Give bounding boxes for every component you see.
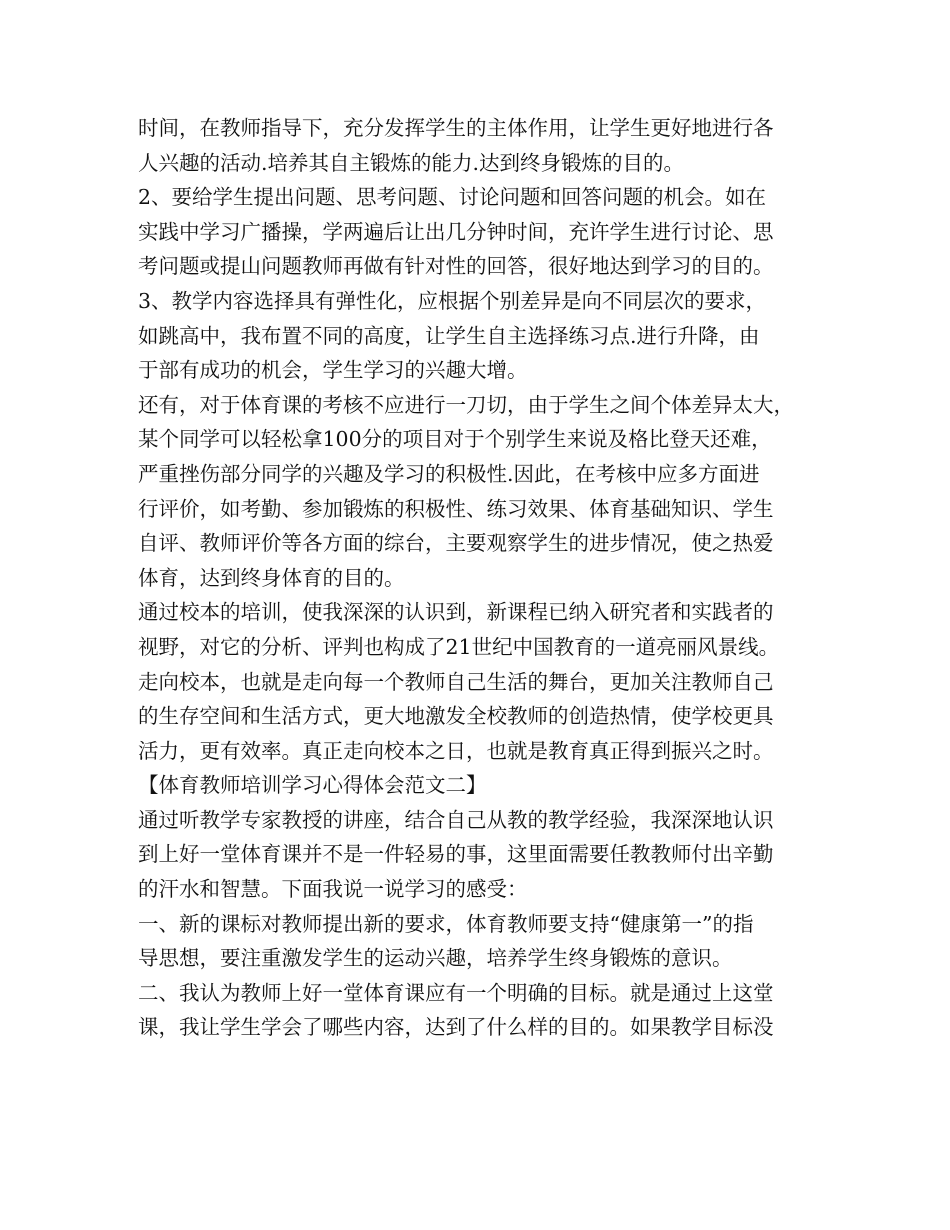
text-line: 二、我认为教师上好一堂体育课应有一个明确的目标。就是通过上这堂 xyxy=(138,980,774,1005)
text-line: 于部有成功的机会，学生学习的兴趣大增。 xyxy=(138,358,528,383)
text-line: 课，我让学生学会了哪些内容，达到了什么样的目的。如果教学目标没 xyxy=(138,1015,774,1040)
text-line: 严重挫伤部分同学的兴趣及学习的积极性.因此，在考核中应多方面进 xyxy=(138,461,760,486)
text-line: 到上好一堂体育课并不是一件轻易的事，这里面需要任教教师付出辛勤 xyxy=(138,842,774,867)
text-line: 通过校本的培训，使我深深的认识到，新课程已纳入研究者和实践者的 xyxy=(138,600,774,625)
text-line: 体育，达到终身体育的目的。 xyxy=(138,565,405,590)
text-line: 活力，更有效率。真正走向校本之日，也就是教育真正得到振兴之时。 xyxy=(138,738,774,763)
text-line: 行评价，如考勤、参加锻炼的积极性、练习效果、体育基础知识、学生 xyxy=(138,496,774,521)
text-line: 考问题或提山问题教师再做有针对性的回答，很好地达到学习的目的。 xyxy=(138,254,774,279)
text-line: 的汗水和智慧。下面我说一说学习的感受： xyxy=(138,877,528,902)
text-line: 导思想，要注重激发学生的运动兴趣，培养学生终身锻炼的意识。 xyxy=(138,946,733,971)
text-line: 通过听教学专家教授的讲座，结合自己从教的教学经验，我深深地认识 xyxy=(138,807,774,832)
body-text xyxy=(138,111,828,1045)
text-line: 3、教学内容选择具有弹性化，应根据个别差异是向不同层次的要求， xyxy=(138,288,767,313)
text-line: 还有，对于体育课的考核不应进行一刀切，由于学生之间个体差异太大， xyxy=(138,392,794,417)
text-line: 视野，对它的分析、评判也构成了21世纪中国教育的一道亮丽风景线。 xyxy=(138,634,780,659)
text-line: 时间，在教师指导下，充分发挥学生的主体作用，让学生更好地进行各 xyxy=(138,116,774,140)
text-line: 实践中学习广播操，学两遍后让出几分钟时间，充许学生进行讨论、思 xyxy=(138,219,774,244)
text-line: 自评、教师评价等各方面的综台，主要观察学生的进步情况，使之热爱 xyxy=(138,531,774,556)
text-line: 2、要给学生提出问题、思考问题、讨论问题和回答问题的机会。如在 xyxy=(138,185,767,210)
text-line: 一、新的课标对教师提出新的要求，体育教师要支持“健康第一”的指 xyxy=(138,911,754,936)
text-line: 走向校本，也就是走向每一个教师自己生活的舞台，更加关注教师自己 xyxy=(138,669,774,694)
text-line: 如跳高中，我布置不同的高度，让学生自主选择练习点.进行升降，由 xyxy=(138,323,760,348)
text-line: 某个同学可以轻松拿100分的项目对于个别学生来说及格比登天还难， xyxy=(138,427,772,452)
text-line: 的生存空间和生活方式，更大地激发全校教师的创造热情，使学校更具 xyxy=(138,704,774,729)
text-line: 人兴趣的活动.培养其自主锻炼的能力.达到终身锻炼的目的。 xyxy=(138,150,685,175)
section-heading: 【体育教师培训学习心得体会范文二】 xyxy=(138,773,487,798)
